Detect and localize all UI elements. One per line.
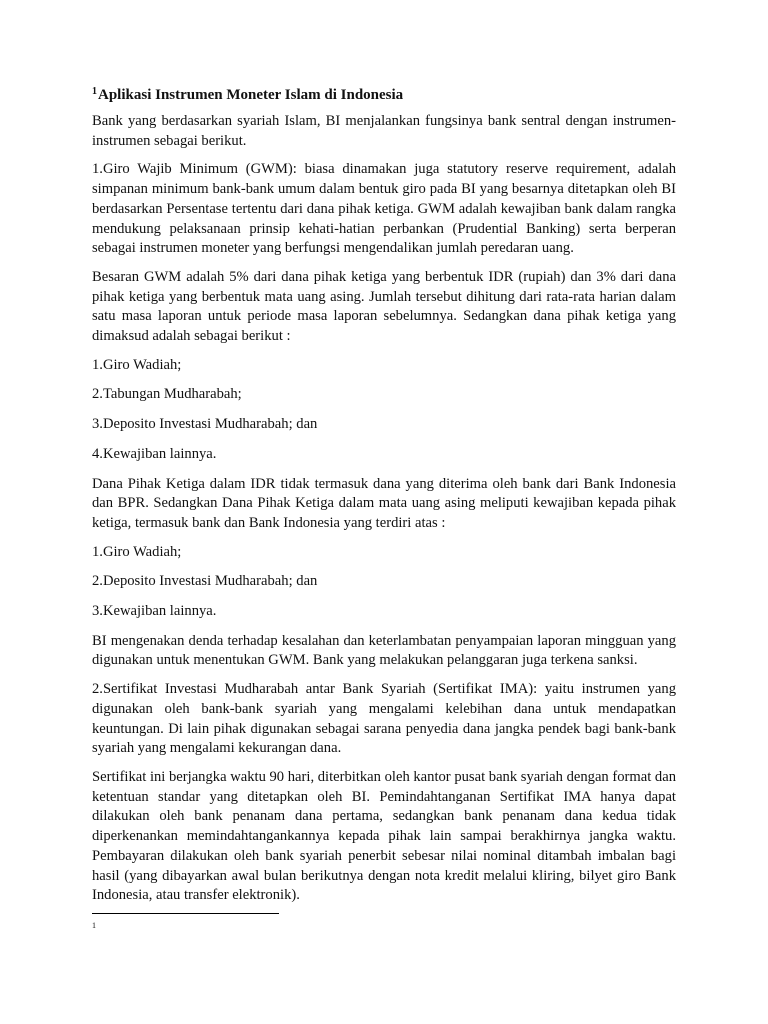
document-page	[92, 84, 676, 915]
list-item: 4.Kewajiban lainnya.	[92, 445, 217, 462]
footnote-divider	[92, 913, 279, 914]
document-title	[92, 84, 676, 106]
title-text: Aplikasi Instrumen Moneter Islam di Indonesia	[98, 87, 404, 103]
sertifikat-paragraph: Sertifikat ini berjangka waktu 90 hari, diterbitkan oleh kantor pusat bank syariah dengan format dan ketentuan standar yang ditetapkan oleh BI. Pemindahtanganan Sertifikat IMA hanya dapat dilakukan oleh bank penanam dana pertama, sedangkan bank penanam dana kedua tidak diperkenankan memindahtangankannya kepada pihak lain sampai berakhirnya jangka waktu. Pembayaran dilakukan oleh bank syariah penerbit sebesar nilai nominal ditambah imbalan bagi hasil (yang dibayarkan awal bulan berikutnya dengan nota kredit melalui kliring, bilyet giro Bank Indonesia, atau transfer elektronik).	[92, 768, 676, 904]
footnote-marker[interactable]: 1	[92, 86, 97, 97]
list-item: 1.Giro Wadiah;	[92, 543, 182, 560]
gwm-paragraph: 1.Giro Wajib Minimum (GWM): biasa dinamakan juga statutory reserve requirement, adalah simpanan minimum bank-bank umum dalam bentuk giro pada BI yang besarnya ditetapkan oleh BI berdasarkan Persentase tertentu dari dana pihak ketiga. GWM adalah kewajiban bank dalam rangka mendukung pelaksanaan prinsip kehati-hatian perbankan (Prudential Banking) serta berperan sebagai instrumen moneter yang berfungsi mengendalikan jumlah peredaran uang.	[92, 161, 676, 257]
foreign-deposit-list	[92, 543, 676, 622]
intro-paragraph: Bank yang berdasarkan syariah Islam, BI menjalankan fungsinya bank sentral dengan instrumen-instrumen sebagai berikut.	[92, 113, 676, 149]
list-item: 2.Deposito Investasi Mudharabah; dan	[92, 573, 318, 590]
ima-paragraph: 2.Sertifikat Investasi Mudharabah antar Bank Syariah (Sertifikat IMA): yaitu instrumen yang digunakan oleh bank-bank syariah yang mengalami kelebihan dana untuk mendapatkan keuntungan. Di lain pihak digunakan sebagai sarana penyedia dana jangka pendek bagi bank-bank syariah yang mengalami kekurangan dana.	[92, 681, 676, 757]
list-item: 1.Giro Wadiah;	[92, 356, 182, 373]
footnote: 1	[92, 921, 96, 930]
list-item: 2.Tabungan Mudharabah;	[92, 386, 242, 403]
besaran-paragraph: Besaran GWM adalah 5% dari dana pihak ketiga yang berbentuk IDR (rupiah) dan 3% dari dana pihak ketiga yang berbentuk mata uang asing. Jumlah tersebut dihitung dari rata-rata harian dalam satu masa laporan untuk periode masa laporan sebelumnya. Sedangkan dana pihak ketiga yang dimaksud adalah sebagai berikut :	[92, 268, 676, 345]
idr-deposit-list	[92, 356, 676, 465]
list-item: 3.Deposito Investasi Mudharabah; dan	[92, 416, 318, 433]
denda-paragraph: BI mengenakan denda terhadap kesalahan dan keterlambatan penyampaian laporan mingguan yang digunakan untuk menentukan GWM. Bank yang melakukan pelanggaran juga terkena sanksi.	[92, 632, 676, 669]
dpk-paragraph: Dana Pihak Ketiga dalam IDR tidak termasuk dana yang diterima oleh bank dari Bank Indonesia dan BPR. Sedangkan Dana Pihak Ketiga dalam mata uang asing meliputi kewajiban kepada pihak ketiga, termasuk bank dan Bank Indonesia yang terdiri atas :	[92, 475, 676, 531]
list-item: 3.Kewajiban lainnya.	[92, 603, 217, 620]
